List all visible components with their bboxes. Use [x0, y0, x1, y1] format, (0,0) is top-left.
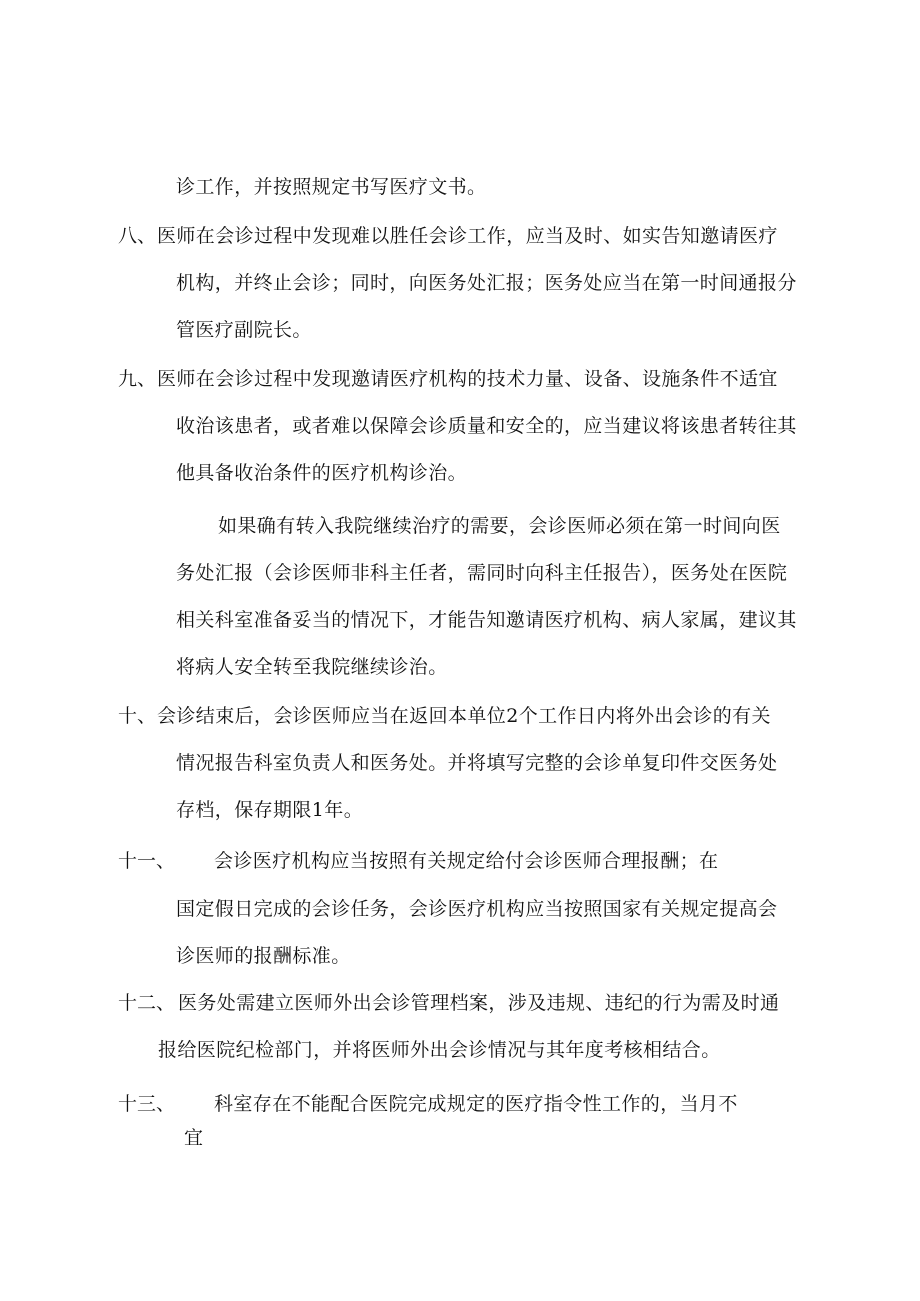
item-9-line-3: 他具备收治条件的医疗机构诊治。 [176, 462, 468, 484]
item-11-line-1: 会诊医疗机构应当按照有关规定给付会诊医师合理报酬；在 [214, 850, 719, 872]
item-11-line-2: 国定假日完成的会诊任务，会诊医疗机构应当按照国家有关规定提高会 [176, 898, 778, 920]
item-8-label: 八、 [118, 225, 157, 247]
item-12-line-1: 医务处需建立医师外出会诊管理档案，涉及违规、违纪的行为需及时通 [178, 992, 780, 1014]
continuation-line: 诊工作，并按照规定书写医疗文书。 [176, 176, 487, 198]
item-9-para2-line-4: 将病人安全转至我院继续诊治。 [176, 656, 448, 678]
item-13-line-1: 科室存在不能配合医院完成规定的医疗指令性工作的，当月不 [214, 1093, 738, 1115]
item-13-line-2: 宜 [184, 1127, 204, 1149]
item-8-line-3: 管医疗副院长。 [176, 319, 312, 341]
item-9-line-2: 收治该患者，或者难以保障会诊质量和安全的，应当建议将该患者转往其 [176, 415, 797, 437]
item-8-line-1: 医师在会诊过程中发现难以胜任会诊工作，应当及时、如实告知邀请医疗 [157, 225, 778, 247]
item-11-label: 十一、 [118, 850, 176, 872]
item-9-para2-line-1: 如果确有转入我院继续治疗的需要，会诊医师必须在第一时间向医 [218, 515, 781, 537]
item-11-line-3: 诊医师的报酬标准。 [176, 945, 351, 967]
item-10-line-1: 会诊结束后，会诊医师应当在返回本单位2个工作日内将外出会诊的有关 [157, 705, 771, 727]
item-9-label: 九、 [118, 368, 157, 390]
item-8-line-2: 机构，并终止会诊；同时，向医务处汇报；医务处应当在第一时间通报分 [176, 272, 797, 294]
item-9-para2-line-2: 务处汇报（会诊医师非科主任者，需同时向科主任报告），医务处在医院 [176, 562, 788, 584]
item-9-para2-line-3: 相关科室准备妥当的情况下，才能告知邀请医疗机构、病人家属，建议其 [176, 609, 797, 631]
item-12-line-2: 报给医院纪检部门，并将医师外出会诊情况与其年度考核相结合。 [158, 1039, 721, 1061]
item-12-label: 十二、 [118, 992, 176, 1014]
item-13-label: 十三、 [118, 1093, 176, 1115]
item-10-line-2: 情况报告科室负责人和医务处。并将填写完整的会诊单复印件交医务处 [176, 752, 778, 774]
item-10-line-3: 存档，保存期限1年。 [176, 799, 364, 821]
item-10-label: 十、 [118, 705, 157, 727]
item-9-line-1: 医师在会诊过程中发现邀请医疗机构的技术力量、设备、设施条件不适宜 [157, 368, 778, 390]
